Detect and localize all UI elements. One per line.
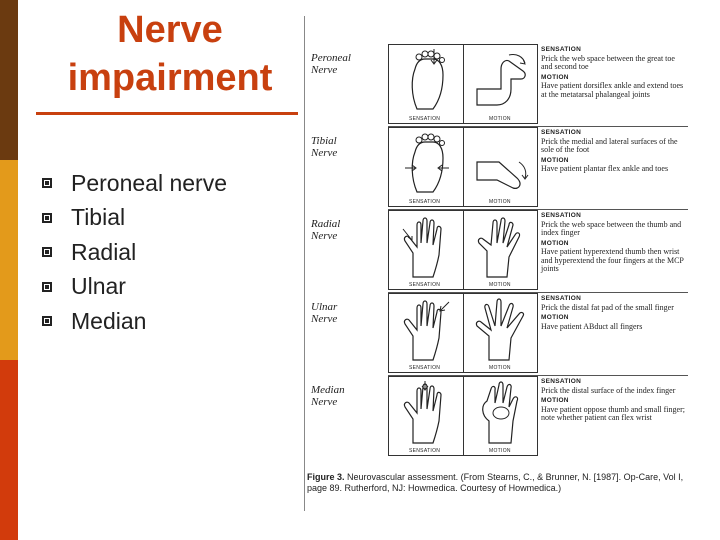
illustration-panel: [388, 127, 538, 207]
nerve-label-line-2: Nerve: [311, 64, 338, 76]
row-description: [541, 210, 688, 274]
nerve-label: [311, 218, 383, 242]
row-description: [541, 127, 688, 174]
panel-divider: [463, 294, 464, 372]
caption-text: Neurovascular assessment. (From Stearns, C., & Brunner, N. [1987]. Op-Care, Vol I, page 89. Rutherford, NJ: Howmedica. Courtesy of Howmedica.): [307, 472, 684, 493]
square-bullet-icon: [42, 178, 52, 188]
motion-text: Have patient oppose thumb and small finger; note whether patient can flex wrist: [541, 404, 685, 422]
hand-hyperextend-motion-icon: [471, 215, 531, 279]
sensation-text: Prick the distal fat pad of the small finger: [541, 302, 674, 312]
sensation-text: Prick the medial and lateral surfaces of the sole of the foot: [541, 136, 678, 154]
nerve-label-line-1: Peroneal: [311, 52, 351, 64]
motion-heading: MOTION: [541, 314, 569, 321]
foot-dorsiflex-motion-icon: [471, 49, 531, 113]
figure-row-tibial: [305, 125, 688, 207]
foot-top-sensation-icon: [403, 49, 451, 113]
square-bullet-icon: [42, 213, 52, 223]
bullet-item: [42, 235, 227, 270]
side-bar-red: [0, 360, 18, 540]
panel-divider: [463, 211, 464, 289]
hand-abduct-fingers-motion-icon: [471, 298, 531, 362]
motion-text: Have patient plantar flex ankle and toes: [541, 164, 669, 173]
sensation-heading: SENSATION: [541, 46, 582, 53]
sensation-heading: SENSATION: [541, 295, 582, 302]
bullet-text: Tibial: [71, 204, 126, 231]
panel-divider: [463, 128, 464, 206]
bullet-item: [42, 304, 227, 339]
side-bar-brown: [0, 0, 18, 160]
motion-text: Have patient hyperextend thumb then wrist and hyperextend the four fingers at the MCP joints: [541, 247, 684, 273]
bullet-text: Peroneal nerve: [71, 169, 227, 196]
motion-heading: MOTION: [541, 73, 569, 81]
sensation-heading: SENSATION: [541, 212, 582, 219]
sensation-text: Prick the web space between the great toe and second toe: [541, 53, 675, 71]
foot-plantar-flex-motion-icon: [471, 132, 531, 196]
motion-caption: MOTION: [489, 448, 511, 454]
bullet-text: Median: [71, 307, 147, 334]
figure-caption: [307, 472, 687, 494]
slide-title: [30, 6, 310, 102]
sensation-heading: SENSATION: [541, 129, 582, 136]
nerve-label-line-1: Radial: [311, 218, 341, 230]
nerve-label-line-2: Nerve: [311, 396, 338, 408]
nerve-label-line-2: Nerve: [311, 230, 338, 242]
foot-sole-sensation-icon: [403, 132, 451, 196]
motion-caption: MOTION: [489, 199, 511, 205]
title-line-1: Nerve: [117, 9, 223, 51]
bullet-text: Radial: [71, 238, 137, 265]
figure-row-radial: [305, 208, 688, 290]
neurovascular-figure: [304, 16, 688, 511]
sensation-text: Prick the distal surface of the index finger: [541, 385, 676, 395]
square-bullet-icon: [42, 316, 52, 326]
nerve-label-line-2: Nerve: [311, 147, 338, 159]
motion-text: Have patient ABduct all fingers: [541, 321, 643, 331]
nerve-label-line-2: Nerve: [311, 313, 338, 325]
figure-row-median: [305, 374, 688, 456]
nerve-label: [311, 135, 383, 159]
motion-caption: MOTION: [489, 365, 511, 371]
motion-text: Have patient dorsiflex ankle and extend toes at the metatarsal phalangeal joints: [541, 81, 684, 99]
nerve-label-line-1: Ulnar: [311, 301, 338, 313]
row-description: [541, 376, 688, 423]
motion-caption: MOTION: [489, 116, 511, 122]
sensation-caption: SENSATION: [409, 199, 441, 205]
motion-caption: MOTION: [489, 282, 511, 288]
hand-web-space-sensation-icon: [399, 215, 455, 279]
nerve-label: [311, 384, 383, 408]
hand-opposition-motion-icon: [471, 381, 531, 445]
illustration-panel: [388, 293, 538, 373]
title-line-2: impairment: [67, 57, 273, 99]
figure-row-peroneal: [305, 42, 688, 124]
bullet-item: [42, 201, 227, 236]
illustration-panel: [388, 376, 538, 456]
bullet-text: Ulnar: [71, 273, 126, 300]
nerve-label-line-1: Tibial: [311, 135, 337, 147]
square-bullet-icon: [42, 282, 52, 292]
title-underline: [36, 112, 298, 115]
nerve-label-line-1: Median: [311, 384, 345, 396]
bullet-list: [42, 166, 227, 339]
square-bullet-icon: [42, 247, 52, 257]
motion-heading: MOTION: [541, 156, 569, 164]
illustration-panel: [388, 210, 538, 290]
motion-heading: MOTION: [541, 397, 569, 404]
panel-divider: [463, 377, 464, 455]
bullet-item: [42, 270, 227, 305]
sensation-caption: SENSATION: [409, 365, 441, 371]
row-description: [541, 293, 688, 331]
sensation-caption: SENSATION: [409, 282, 441, 288]
nerve-label: [311, 52, 383, 76]
motion-heading: MOTION: [541, 239, 569, 247]
bullet-item: [42, 166, 227, 201]
figure-row-ulnar: [305, 291, 688, 373]
panel-divider: [463, 45, 464, 123]
caption-label: Figure 3.: [307, 472, 345, 482]
hand-index-finger-sensation-icon: [399, 381, 455, 445]
hand-small-finger-sensation-icon: [399, 298, 455, 362]
row-description: [541, 44, 688, 99]
sensation-caption: SENSATION: [409, 448, 441, 454]
illustration-panel: [388, 44, 538, 124]
sensation-caption: SENSATION: [409, 116, 441, 122]
nerve-label: [311, 301, 383, 325]
sensation-text: Prick the web space between the thumb and index finger: [541, 219, 682, 237]
sensation-heading: SENSATION: [541, 378, 582, 385]
